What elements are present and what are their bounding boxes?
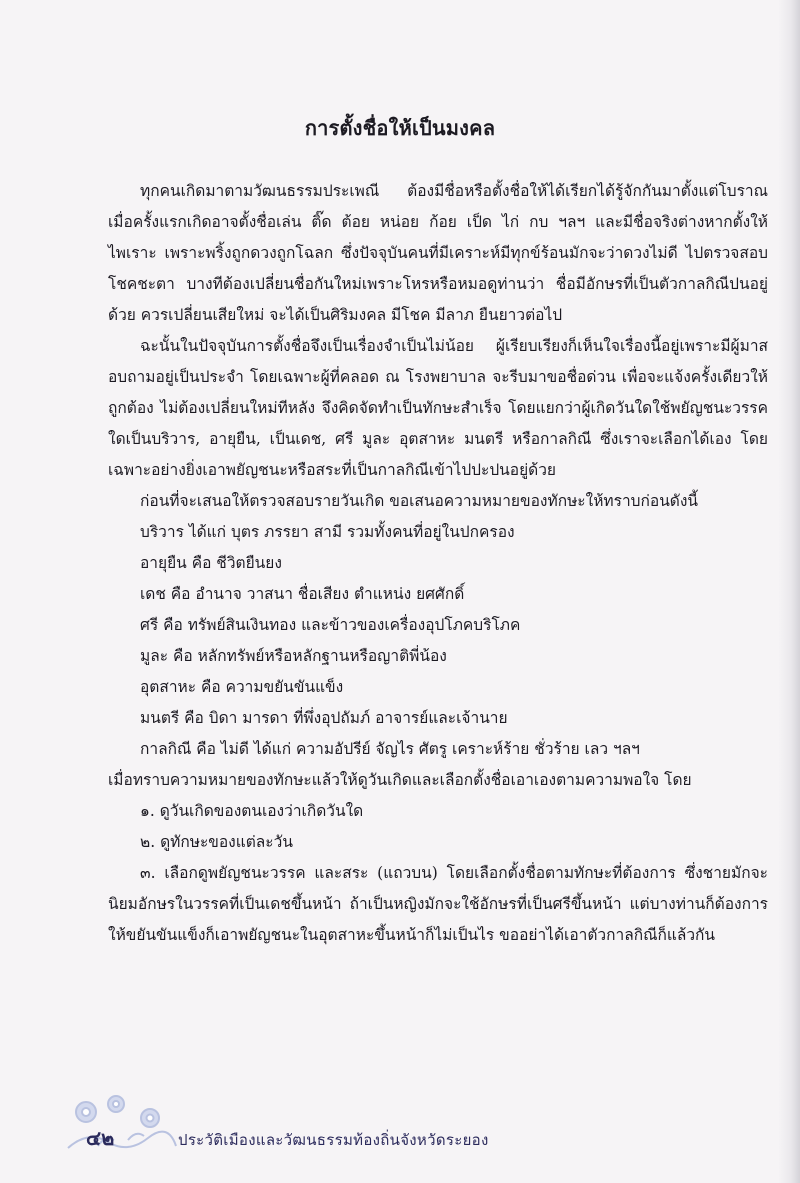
conclusion-line: เมื่อทราบความหมายของทักษะแล้วให้ดูวันเกิดและเลือกตั้งชื่อเอาเองตามความพอใจ โดย <box>108 771 692 789</box>
book-title: ประวัติเมืองและวัฒนธรรมท้องถิ่นจังหวัดระยอง <box>178 1131 489 1149</box>
meaning-boriwan: บริวาร ได้แก่ บุตร ภรรยา สามี รวมทั้งคนที่อยู่ในปกครอง <box>140 523 515 541</box>
meaning-utsaha: อุตสาหะ คือ ความขยันขันแข็ง <box>140 678 344 696</box>
paragraph-purpose: ฉะนั้นในปัจจุบันการตั้งชื่อจึงเป็นเรื่องจำเป็นไม่น้อย ผู้เรียบเรียงก็เห็นใจเรื่องนี้อยู่เพราะมีผู้มาสอบถามอยู่เป็นประจำ โดยเฉพาะผู้ที่คลอด ณ โรงพยาบาล จะรีบมาขอชื่อด่วน เพื่อจะแจ้งครั้งเดียวให้ถูกต้อง ไม่ต้องเปลี่ยนใหม่ทีหลัง จึงคิดจัดทำเป็นทักษะสำเร็จ โดยแยกว่าผู้เกิดวันใดใช้พยัญชนะวรรคใดเป็นบริวาร, อายุยืน, เป็นเดช, ศรี มูละ อุตสาหะ มนตรี หรือกาลกิณี ซึ่งเราจะเลือกได้เอง โดยเฉพาะอย่างยิ่งเอาพยัญชนะหรือสระที่เป็นกาลกิณีเข้าไปปะปนอยู่ด้วย <box>108 337 768 479</box>
meaning-intro-line: ก่อนที่จะเสนอให้ตรวจสอบรายวันเกิด ขอเสนอความหมายของทักษะให้ทราบก่อนดังนี้ <box>140 492 699 510</box>
page-number: ๔๒ <box>86 1126 115 1150</box>
meaning-mula: มูละ คือ หลักทรัพย์หรือหลักฐานหรือญาติพี่น้อง <box>140 647 447 665</box>
paragraph-intro: ทุกคนเกิดมาตามวัฒนธรรมประเพณี ต้องมีชื่อหรือตั้งชื่อให้ได้เรียกได้รู้จักกันมาตั้งแต่โบราณ เมื่อครั้งแรกเกิดอาจตั้งชื่อเล่น ติ๊ด ต้อย หน่อย ก้อย เป็ด ไก่ กบ ฯลฯ และมีชื่อจริงต่างหากตั้งให้ไพเราะ เพราะพริ้งถูกดวงถูกโฉลก ซึ่งปัจจุบันคนที่มีเคราะห์มีทุกข์ร้อนมักจะว่าดวงไม่ดี ไปตรวจสอบโชคชะตา บางทีต้องเปลี่ยนชื่อกันใหม่เพราะโหรหรือหมอดูท่านว่า ชื่อมีอักษรที่เป็นตัวกาลกิณีปนอยู่ด้วย ควรเปลี่ยนเสียใหม่ จะได้เป็นศิริมงคล มีโชค มีลาภ ยืนยาวต่อไป <box>108 182 768 324</box>
page-footer <box>0 1090 800 1170</box>
page-edge-shadow <box>778 0 800 1183</box>
meaning-montri: มนตรี คือ บิดา มารดา ที่พึ่งอุปถัมภ์ อาจารย์และเจ้านาย <box>140 709 508 727</box>
body-text <box>108 176 768 951</box>
meaning-sri: ศรี คือ ทรัพย์สินเงินทอง และข้าวของเครื่องอุปโภคบริโภค <box>140 616 521 634</box>
flower-vine-ornament-icon <box>58 1090 178 1160</box>
meaning-ayuyuen: อายุยืน คือ ชีวิตยืนยง <box>140 554 282 572</box>
meaning-det: เดช คือ อำนาจ วาสนา ชื่อเสียง ตำแหน่ง ยศศักดิ์ <box>140 585 465 603</box>
step-1: ๑. ดูวันเกิดของตนเองว่าเกิดวันใด <box>140 802 364 820</box>
step-3: ๓. เลือกดูพยัญชนะวรรค และสระ (แถวบน) โดยเลือกตั้งชื่อตามทักษะที่ต้องการ ซึ่งชายมักจะนิยมอักษรในวรรคที่เป็นเดชขึ้นหน้า ถ้าเป็นหญิงมักจะใช้อักษรที่เป็นศรีขึ้นหน้า แต่บางท่านก็ต้องการให้ขยันขันแข็งก็เอาพยัญชนะในอุตสาหะขึ้นหน้าก็ไม่เป็นไร ขออย่าได้เอาตัวกาลกิณีก็แล้วกัน <box>108 864 768 944</box>
page-title: การตั้งชื่อให้เป็นมงคล <box>304 116 496 140</box>
step-2: ๒. ดูทักษะของแต่ละวัน <box>140 833 293 851</box>
meaning-kalakini: กาลกิณี คือ ไม่ดี ได้แก่ ความอัปรีย์ จัญไร ศัตรู เคราะห์ร้าย ชั่วร้าย เลว ฯลฯ <box>140 740 640 758</box>
